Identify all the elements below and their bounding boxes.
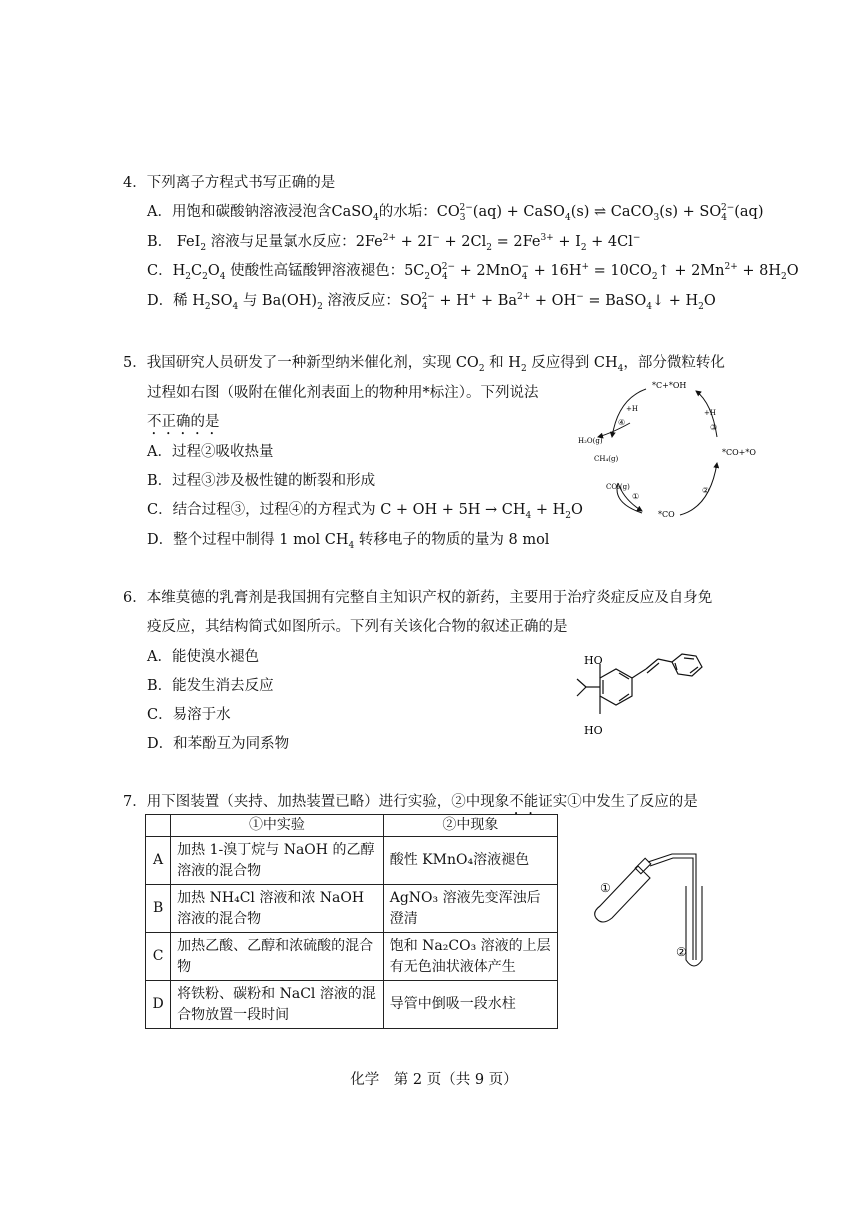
label-ch4: CH₄(g) (594, 455, 619, 463)
ho-bottom-label: HO (584, 724, 603, 737)
q5-option-c: C．结合过程③，过程④的方程式为 C + OH + $5H \to CH_4 + H_2O$ (147, 502, 583, 521)
test-tube-2 (686, 886, 702, 966)
row-experiment: 加热 NH₄Cl 溶液和浓 NaOH 溶液的混合物 (171, 885, 384, 933)
q7-stem-emphasis: 不能 (509, 794, 539, 810)
q5-stem-line1: 5．我国研究人员研发了一种新型纳米催化剂，实现 $CO_2$ 和 $H_2$ 反应得到 $CH_4$，部分微粒转化 (123, 355, 725, 374)
q6-option-c: C．易溶于水 (147, 707, 231, 723)
row-label: D (146, 981, 171, 1029)
q5-reaction-cycle-diagram (572, 375, 762, 525)
label-step1: ① (632, 492, 640, 501)
q4-option-c: C．$H_2C_2O_4$ 使酸性高锰酸钾溶液褪色：$5C_2O_4^{2-} + 2MnO_4^- + 16H^+$ = $10CO_2↑ + 2Mn^{2+} + 8H_2O$ (147, 262, 799, 282)
q5-stem-line2: 过程如右图（吸附在催化剂表面上的物种用*标注）。下列说法 (147, 385, 539, 401)
label-tube-2: ② (676, 945, 687, 959)
label-top: *C+*OH (652, 381, 687, 390)
q7-apparatus-diagram (592, 848, 722, 973)
header-experiment: ①中实验 (171, 815, 384, 837)
q5-option-b: B．过程③涉及极性键的断裂和形成 (147, 473, 376, 489)
q5-d-prefix: D．整个过程中制得 1 mol CH (147, 532, 349, 548)
q4-option-b: B． FeI$_2$ 溶液与足量氯水反应：$2Fe^{2+} + 2I^- + 2Cl_2 = 2Fe^{3+} + I_2 + 4Cl^-$ (147, 233, 641, 253)
q4-d-mid1: 与 (242, 293, 258, 309)
q7-experiment-table (145, 814, 558, 1029)
q4-b-prefix: B． (147, 234, 173, 250)
q5-stem-c: 反应得到 CH (526, 355, 618, 371)
q5-stem-line3-text: 不正确的是 (147, 414, 220, 430)
stopper (635, 858, 651, 874)
label-step4: ④ (618, 418, 626, 427)
label-plus-h-left: +H (626, 405, 638, 413)
row-experiment: 加热 1-溴丁烷与 NaOH 的乙醇溶液的混合物 (171, 837, 384, 885)
q6-option-b: B．能发生消去反应 (147, 678, 274, 694)
q4-option-a: A．用饱和碳酸钠溶液浸泡含CaSO$_4$的水垢：$CO_3^{2-}(aq)$ + CaSO$_4$(s) ⇌ CaCO$_3$(s) + $SO_4^{2-}(aq)$ (147, 203, 764, 223)
label-step2: ② (702, 486, 710, 495)
row-phenomenon: 导管中倒吸一段水柱 (383, 981, 557, 1029)
q5-stem-a: 5．我国研究人员研发了一种新型纳米催化剂，实现 CO (123, 355, 479, 371)
q4-stem: 4．下列离子方程式书写正确的是 (123, 175, 336, 191)
q5-stem-d: ，部分微粒转化 (623, 355, 725, 371)
q5-stem-line3 (147, 410, 220, 438)
q7-stem-prefix: 7．用下图装置（夹持、加热装置已略）进行实验，②中现象 (123, 794, 510, 810)
page-footer: 化学 第 2 页（共 9 页） (350, 1072, 518, 1088)
delivery-tube (648, 854, 696, 960)
q5-option-d: D．整个过程中制得 1 mol $CH_4$ 转移电子的物质的量为 8 mol (147, 532, 550, 551)
q4-d-prefix: D．稀 (147, 293, 188, 309)
label-h2o: H₂O(g) (578, 437, 603, 445)
label-co2: CO₂(g) (606, 483, 630, 491)
arrow-h2o (598, 423, 630, 437)
q5-c-suffix: + H (531, 502, 566, 518)
row-label: A (146, 837, 171, 885)
q6-option-a: A．能使溴水褪色 (147, 649, 259, 665)
q4-c-mid: 使酸性高锰酸钾溶液褪色： (230, 263, 405, 279)
row-phenomenon: 酸性 KMnO₄溶液褪色 (383, 837, 557, 885)
row-experiment: 加热乙酸、乙醇和浓硫酸的混合物 (171, 933, 384, 981)
q4-a-prefix: A．用饱和碳酸钠溶液浸泡含 (147, 204, 332, 220)
q5-c-end: O (571, 502, 583, 518)
q5-c-prefix: C．结合过程③，过程④的方程式为 C + OH + 5H → CH (147, 502, 526, 518)
row-phenomenon: 饱和 Na₂CO₃ 溶液的上层有无色油状液体产生 (383, 933, 557, 981)
label-right: *CO+*O (722, 448, 756, 457)
q7-stem-suffix: 证实①中发生了反应的是 (538, 794, 698, 810)
right-benzene-ring (672, 654, 702, 676)
label-plus-h-right: +H (704, 409, 716, 417)
table-header-row (146, 815, 558, 837)
header-phenomenon: ②中现象 (383, 815, 557, 837)
q5-d-suffix: 转移电子的物质的量为 8 mol (354, 532, 550, 548)
row-experiment: 将铁粉、碳粉和 NaCl 溶液的混合物放置一段时间 (171, 981, 384, 1029)
table-row (146, 933, 558, 981)
row-label: C (146, 933, 171, 981)
q4-c-prefix: C． (147, 263, 173, 279)
q4-a-suffix: 的水垢： (378, 204, 437, 220)
q5-stem-b: 和 H (484, 355, 521, 371)
q6-stem-line2: 疫反应，其结构简式如图所示。下列有关该化合物的叙述正确的是 (147, 619, 568, 635)
q4-d-mid2: 溶液反应： (327, 293, 400, 309)
left-benzene-ring (600, 669, 632, 705)
q6-benvitimod-structure (560, 650, 720, 740)
q6-stem-line1: 6．本维莫德的乳膏剂是我国拥有完整自主知识产权的新药，主要用于治疗炎症反应及自身免 (123, 590, 713, 606)
q5-option-a: A．过程②吸收热量 (147, 444, 274, 460)
row-phenomenon: AgNO₃ 溶液先变浑浊后澄清 (383, 885, 557, 933)
row-label: B (146, 885, 171, 933)
q6-option-d: D．和苯酚互为同系物 (147, 736, 290, 752)
label-bottom: *CO (658, 510, 675, 519)
table-row (146, 837, 558, 885)
ho-top-label: HO (584, 654, 603, 667)
label-tube-1: ① (600, 881, 611, 895)
q4-b-mid: 溶液与足量氯水反应： (210, 234, 356, 250)
header-empty (146, 815, 171, 837)
arc-step2 (680, 463, 717, 515)
q4-option-d: D．稀 $H_2SO_4$ 与 $Ba(OH)_2$ 溶液反应：$SO_4^{2-} + H^+ + Ba^{2+} + OH^-$ = BaSO$_4$↓ + $H_2O$ (147, 292, 716, 312)
label-step3: ③ (710, 423, 718, 432)
table-row (146, 885, 558, 933)
table-row (146, 981, 558, 1029)
